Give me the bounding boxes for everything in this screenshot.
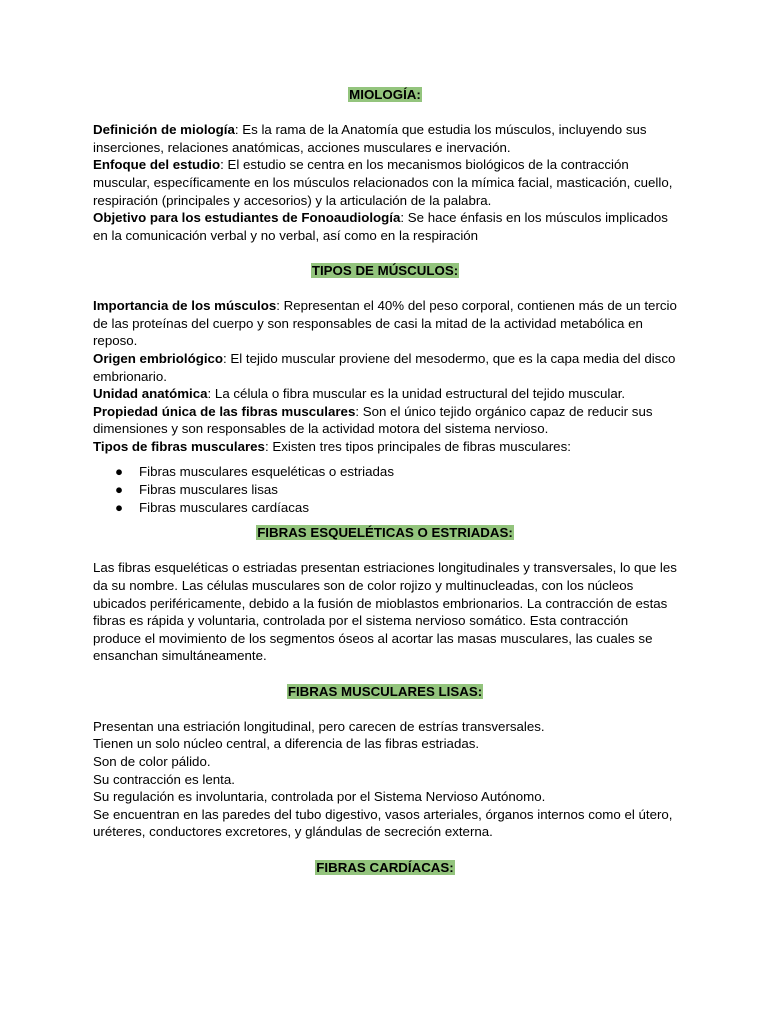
title-row <box>93 86 677 104</box>
definition-text: : Existen tres tipos principales de fibras musculares: <box>264 438 571 454</box>
definition-text: : El tejido muscular proviene del mesodermo, que es la capa media del disco embrionario. <box>93 350 676 384</box>
term: Origen embriológico <box>93 350 224 366</box>
types-origin <box>93 350 677 385</box>
term: Importancia de los músculos <box>93 298 277 314</box>
skeletal-heading-row <box>93 524 677 542</box>
section-heading: FIBRAS CARDÍACAS: <box>316 859 454 875</box>
types-kinds <box>93 438 677 456</box>
types-heading-row <box>93 262 677 280</box>
term: Tipos de fibras musculares <box>93 438 265 454</box>
types-importance <box>93 297 677 350</box>
types-property <box>93 403 677 438</box>
cardiac-heading-row <box>93 859 677 877</box>
list-item <box>93 463 677 481</box>
list-item-text: Fibras musculares cardíacas <box>139 499 309 515</box>
list-item-text: Fibras musculares esqueléticas o estriadas <box>139 464 394 480</box>
definition-text: : Representan el 40% del peso corporal, contienen más de un tercio de las proteínas del cuerpo y son responsables de casi la mitad de la actividad metabólica en reposo. <box>93 298 677 349</box>
intro-definition <box>93 121 677 156</box>
section-heading: TIPOS DE MÚSCULOS: <box>311 262 459 278</box>
document-page <box>93 86 677 876</box>
definition-text: : Se hace énfasis en los músculos implicados en la comunicación verbal y no verbal, así como en la respiración <box>93 210 668 243</box>
list-item-text: Fibras musculares lisas <box>139 482 278 498</box>
smooth-heading-row <box>93 683 677 701</box>
section-heading: FIBRAS ESQUELÉTICAS O ESTRIADAS: <box>257 525 513 541</box>
smooth-line: Son de color pálido. <box>93 753 211 769</box>
term: Unidad anatómica <box>93 386 208 402</box>
smooth-line: Se encuentran en las paredes del tubo digestivo, vasos arteriales, órganos internos como el útero, uréteres, conductores excretores, y glándulas de secreción externa. <box>93 806 673 840</box>
term: Enfoque del estudio <box>93 157 221 173</box>
definition-text: : El estudio se centra en los mecanismos biológicos de la contracción muscular, específicamente en los músculos relacionados con la mímica facial, masticación, cuello, respiración (principales y accesorios) y la articulación de la palabra. <box>93 157 673 208</box>
skeletal-paragraph: Las fibras esqueléticas o estriadas presentan estriaciones longitudinales y transversales, lo que les da su nombre. Las células musculares son de color rojizo y multinucleadas, con los núcleos ubicados periféricamente, debido a la fusión de mioblastos embrionarios. La contracción de estas fibras es rápida y voluntaria, controlada por el sistema nervioso somático. Esta contracción produce el movimiento de los segmentos óseos al acortar las masas musculares, las cuales se ensanchan simultáneamente. <box>93 560 677 664</box>
smooth-line: Su regulación es involuntaria, controlada por el Sistema Nervioso Autónomo. <box>93 789 546 805</box>
smooth-line: Presentan una estriación longitudinal, pero carecen de estrías transversales. <box>93 718 545 734</box>
term: Definición de miología <box>93 122 235 138</box>
definition-text: : Es la rama de la Anatomía que estudia los músculos, incluyendo sus inserciones, relaciones anatómicas, acciones musculares e inervación. <box>93 122 647 155</box>
list-item <box>93 481 677 499</box>
smooth-line: Tienen un solo núcleo central, a diferencia de las fibras estriadas. <box>93 736 480 752</box>
types-unit <box>93 385 677 403</box>
definition-text: : Son el único tejido orgánico capaz de reducir sus dimensiones y son responsables de la actividad motora del sistema nervioso. <box>93 403 653 437</box>
page-title: MIOLOGÍA: <box>349 87 421 102</box>
fiber-types-list <box>93 463 677 516</box>
term: Propiedad única de las fibras musculares <box>93 403 356 419</box>
definition-text: : La célula o fibra muscular es la unidad estructural del tejido muscular. <box>207 386 626 402</box>
bullet-icon: ● <box>115 482 124 498</box>
term: Objetivo para los estudiantes de Fonoaudiología <box>93 210 401 226</box>
bullet-icon: ● <box>115 499 124 515</box>
bullet-icon: ● <box>115 464 124 480</box>
section-heading: FIBRAS MUSCULARES LISAS: <box>287 683 483 699</box>
list-item <box>93 499 677 517</box>
intro-focus <box>93 156 677 209</box>
intro-objective <box>93 209 677 244</box>
smooth-line: Su contracción es lenta. <box>93 771 235 787</box>
